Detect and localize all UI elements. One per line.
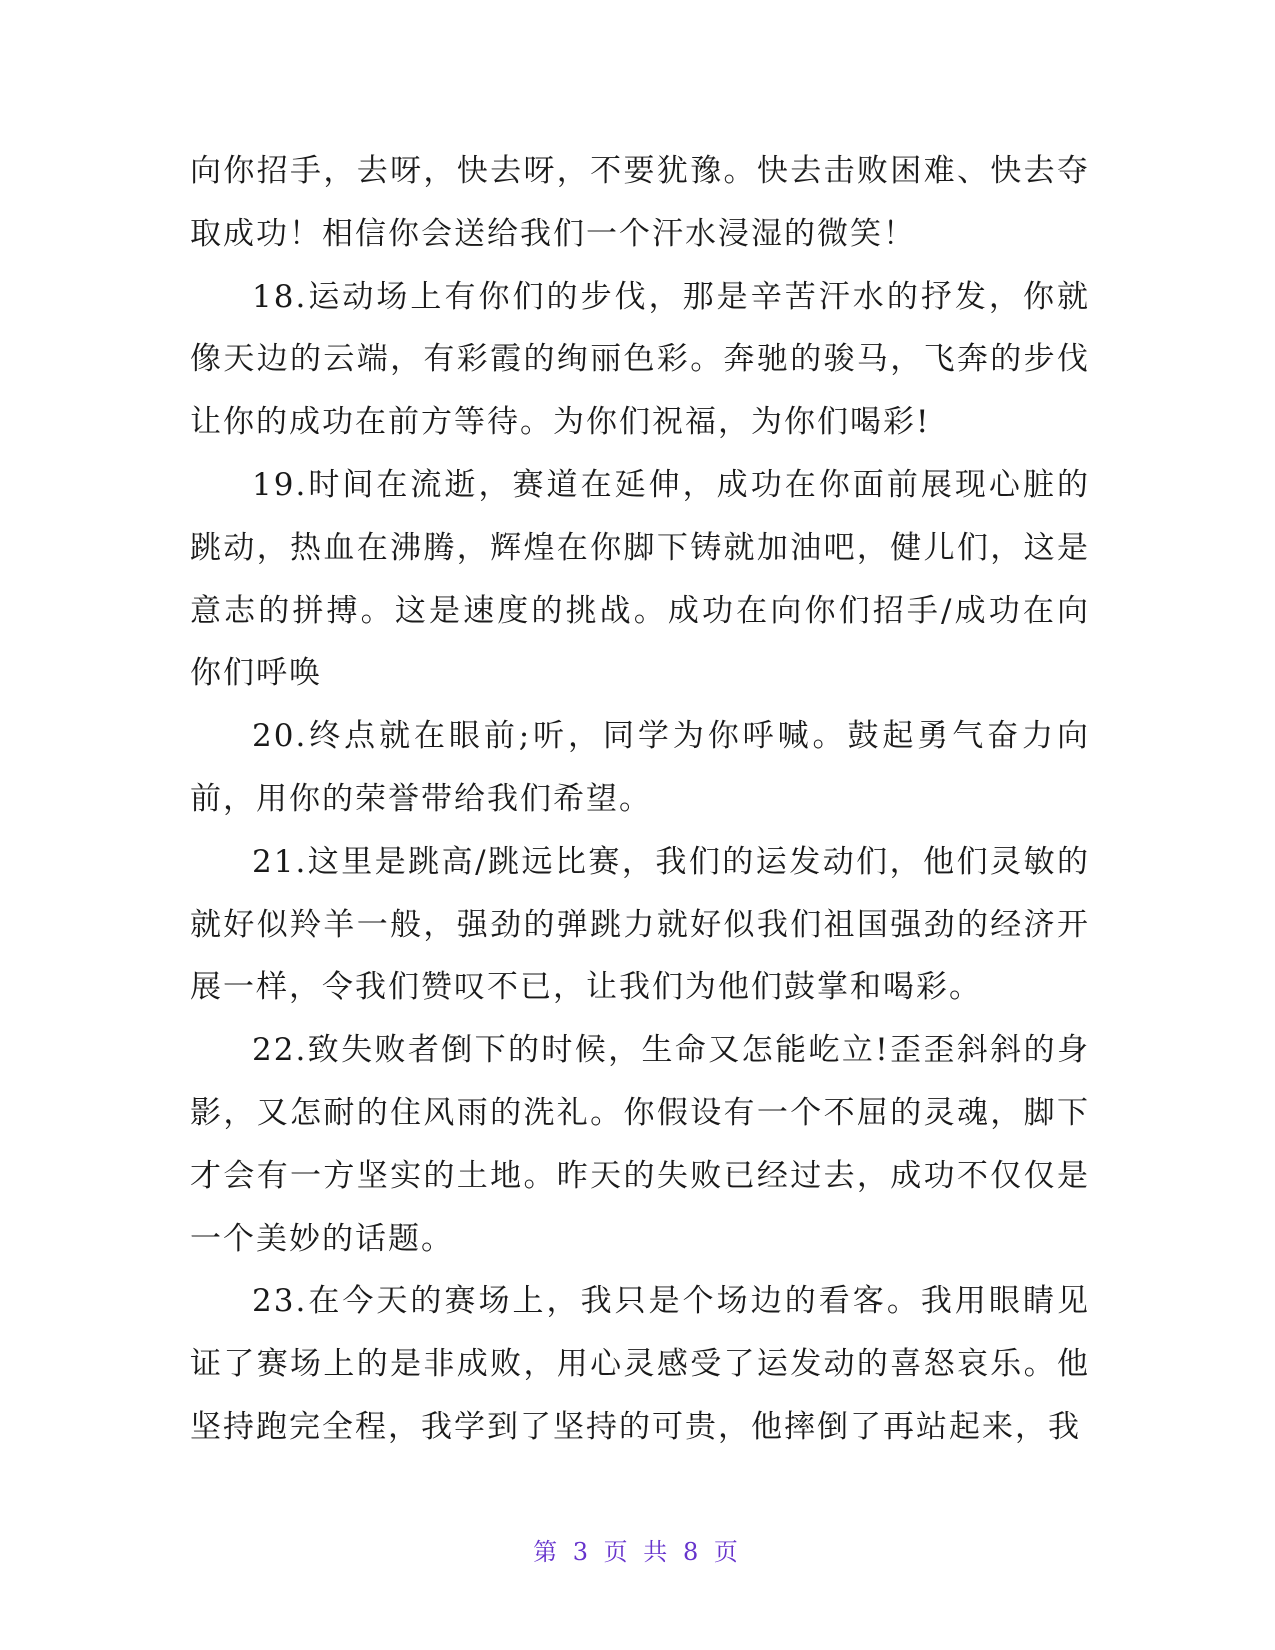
paragraph-21: 21.这里是跳高/跳远比赛，我们的运发动们，他们灵敏的就好似羚羊一般，强劲的弹跳力就好似我们祖国强劲的经济开展一样，令我们赞叹不已，让我们为他们鼓掌和喝彩。 [190, 843, 1090, 1006]
footer-prefix: 第 [533, 1538, 562, 1566]
footer-suffix: 页 [713, 1538, 742, 1566]
paragraph-20: 20.终点就在眼前;听，同学为你呼喊。鼓起勇气奋力向前，用你的荣誉带给我们希望。 [190, 718, 1090, 817]
paragraph-continuation: 向你招手，去呀，快去呀，不要犹豫。快去击败困难、快去夺取成功！相信你会送给我们一个汗水浸湿的微笑！ [190, 153, 1090, 252]
footer-total-pages: 8 [682, 1538, 703, 1566]
footer-current-page: 3 [572, 1538, 593, 1566]
footer-middle: 页 共 [603, 1538, 672, 1566]
body-text [190, 140, 1090, 1459]
paragraph-19: 19.时间在流逝，赛道在延伸，成功在你面前展现心脏的跳动，热血在沸腾，辉煌在你脚下铸就加油吧，健儿们，这是意志的拼搏。这是速度的挑战。成功在向你们招手/成功在向你们呼唤 [190, 466, 1090, 692]
paragraph-22: 22.致失败者倒下的时候，生命又怎能屹立!歪歪斜斜的身影，又怎耐的住风雨的洗礼。你假设有一个不屈的灵魂，脚下才会有一方坚实的土地。昨天的失败已经过去，成功不仅仅是一个美妙的话题。 [190, 1032, 1090, 1257]
paragraph-23: 23.在今天的赛场上，我只是个场边的看客。我用眼睛见证了赛场上的是非成败，用心灵感受了运发动的喜怒哀乐。他坚持跑完全程，我学到了坚持的可贵，他摔倒了再站起来，我 [190, 1283, 1090, 1445]
paragraph-18: 18.运动场上有你们的步伐，那是辛苦汗水的抒发，你就像天边的云端，有彩霞的绚丽色彩。奔驰的骏马，飞奔的步伐让你的成功在前方等待。为你们祝福，为你们喝彩! [190, 278, 1090, 441]
page-footer [0, 1532, 1275, 1567]
